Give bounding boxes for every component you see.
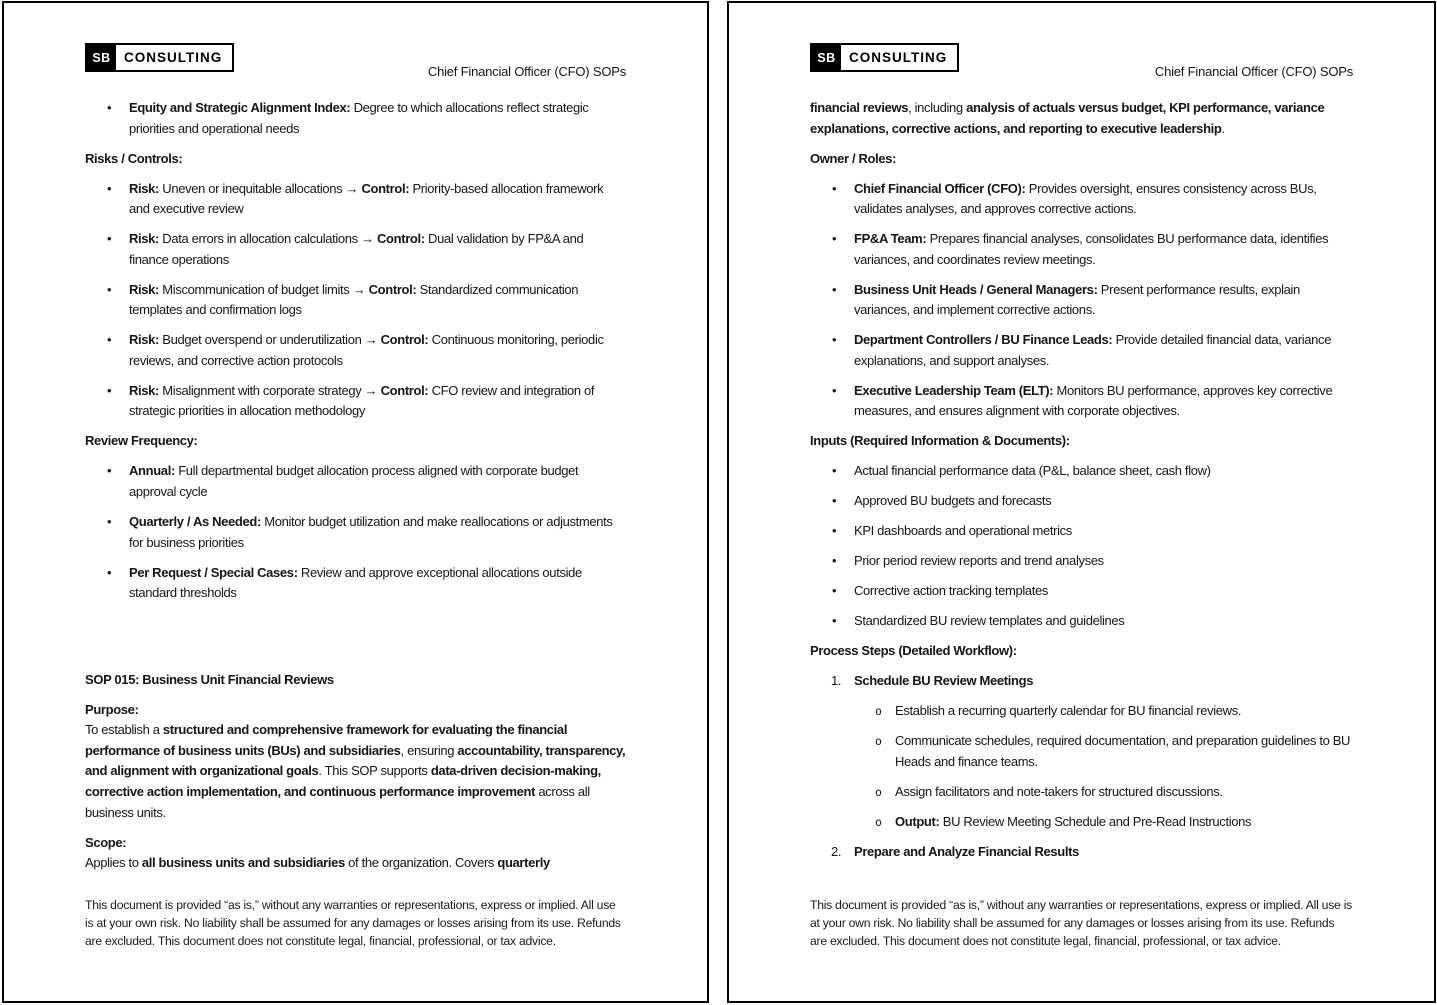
text-run: Control: xyxy=(368,281,417,297)
text-run: Risk: xyxy=(129,281,160,297)
bullet-marker: • xyxy=(107,463,112,479)
bullet-marker: • xyxy=(832,583,837,599)
text-run: Scope: xyxy=(85,834,127,850)
text-run: Standardized communication templates and confirmation logs xyxy=(129,281,579,318)
bullet-item xyxy=(85,461,626,502)
bullet-marker: • xyxy=(107,180,112,196)
bullet-item xyxy=(810,611,1353,632)
text-run: Monitor budget utilization and make reallocations or adjustments for business priorities xyxy=(129,514,613,550)
text-run: Provides oversight, ensures consistency across BUs, validates analyses, and approves corrective actions. xyxy=(854,180,1317,217)
logo-sb-mark: SB xyxy=(87,45,116,70)
text-run: Communicate schedules, required documentation, and preparation guidelines to BU Heads and finance teams. xyxy=(895,733,1351,769)
text-run: financial reviews xyxy=(810,100,909,115)
text-run: data-driven decision-making, corrective action implementation, and continuous performance improvement xyxy=(85,763,601,799)
circle-marker: o xyxy=(875,814,882,829)
text-run: structured and comprehensive framework for evaluating the financial performance of business units (BUs) and subsidiaries xyxy=(85,722,568,758)
text-run: Prepare and Analyze Financial Results xyxy=(854,843,1079,859)
section-heading xyxy=(810,149,1353,170)
number-marker: 1. xyxy=(831,673,842,689)
text-run: Risk: xyxy=(129,382,160,398)
text-run: Department Controllers / BU Finance Leads: xyxy=(854,332,1113,348)
bullet-item xyxy=(85,229,626,270)
circle-marker: o xyxy=(875,784,882,799)
text-run: Miscommunication of budget limits → xyxy=(159,281,369,297)
page-left-content xyxy=(85,98,626,883)
text-run: Per Request / Special Cases: xyxy=(129,564,298,580)
company-logo xyxy=(810,43,959,72)
bullet-marker: • xyxy=(832,553,837,569)
text-run: Priority-based allocation framework and executive review xyxy=(129,180,604,217)
text-run: Corrective action tracking templates xyxy=(854,583,1049,599)
bullet-item xyxy=(85,512,626,553)
section-heading xyxy=(85,670,626,691)
document-title: Chief Financial Officer (CFO) SOPs xyxy=(1154,64,1353,79)
bullet-marker: • xyxy=(832,332,837,348)
paragraph xyxy=(85,720,626,823)
bullet-marker: • xyxy=(107,382,112,398)
bullet-marker: • xyxy=(832,523,837,539)
text-run: analysis of actuals versus budget, KPI performance, variance explanations, corrective actions, and reporting to executive leadership xyxy=(810,100,1325,136)
text-run: Budget overspend or underutilization → xyxy=(159,332,381,348)
text-run: FP&A Team: xyxy=(854,231,927,247)
bullet-marker: • xyxy=(107,281,112,297)
text-run: Output: xyxy=(895,813,940,829)
text-run: BU Review Meeting Schedule and Pre-Read Instructions xyxy=(939,813,1252,829)
bullet-item xyxy=(85,330,626,371)
text-run: Inputs (Required Information & Documents): xyxy=(810,433,1070,449)
text-run: Quarterly / As Needed: xyxy=(129,514,261,530)
sub-bullet-item xyxy=(810,812,1353,833)
text-run: Degree to which allocations reflect strategic priorities and operational needs xyxy=(129,100,589,136)
text-run: Review and approve exceptional allocations outside standard thresholds xyxy=(129,564,582,601)
logo-company-name: CONSULTING xyxy=(124,50,223,65)
text-run: , including xyxy=(908,100,967,115)
page-right xyxy=(727,1,1436,1003)
disclaimer-text: This document is provided “as is,” without any warranties or representations, express or implied. All use is at your own risk. No liability shall be assumed for any damages or losses arising from its use. Refunds are excluded. This document does not constitute legal, financial, professional, or tax advice. xyxy=(810,898,1352,948)
text-run: Misalignment with corporate strategy → xyxy=(159,382,381,398)
circle-marker: o xyxy=(875,704,882,719)
page-right-content xyxy=(810,98,1353,872)
bullet-item xyxy=(85,563,626,604)
text-run: Executive Leadership Team (ELT): xyxy=(854,382,1054,398)
bullet-marker: • xyxy=(832,463,837,479)
section-heading xyxy=(810,641,1353,662)
page-header xyxy=(85,43,626,77)
text-run: Risk: xyxy=(129,332,160,348)
section-heading xyxy=(810,431,1353,452)
disclaimer-text: This document is provided “as is,” without any warranties or representations, express or implied. All use is at your own risk. No liability shall be assumed for any damages or losses arising from its use. Refunds are excluded. This document does not constitute legal, financial, professional, or tax advice. xyxy=(85,898,621,948)
text-run: Present performance results, explain variances, and implement corrective actions. xyxy=(854,281,1300,318)
sub-bullet-item xyxy=(810,701,1353,722)
page-left xyxy=(2,1,709,1003)
text-run: Business Unit Heads / General Managers: xyxy=(854,281,1098,297)
bullet-item xyxy=(810,551,1353,572)
section-heading xyxy=(85,700,626,721)
bullet-item xyxy=(810,229,1353,270)
number-marker: 2. xyxy=(831,843,842,859)
text-run: Full departmental budget allocation process aligned with corporate budget approval cycle xyxy=(129,463,579,500)
numbered-item xyxy=(810,671,1353,692)
text-run: Applies to xyxy=(85,855,142,871)
text-run: Schedule BU Review Meetings xyxy=(854,673,1034,689)
text-run: , ensuring xyxy=(400,742,458,758)
text-run: Review Frequency: xyxy=(85,433,198,449)
text-run: Actual financial performance data (P&L, balance sheet, cash flow) xyxy=(854,463,1211,479)
bullet-marker: • xyxy=(107,332,112,348)
text-run: Provide detailed financial data, variance explanations, and support analyses. xyxy=(854,332,1332,368)
company-logo xyxy=(85,43,234,72)
section-heading xyxy=(85,431,626,452)
bullet-item xyxy=(810,330,1353,371)
bullet-item xyxy=(810,381,1353,422)
bullet-item xyxy=(810,461,1353,482)
text-run: Prepares financial analyses, consolidates BU performance data, identifies variances, and coordinates review meetings. xyxy=(854,231,1329,267)
text-run: Chief Financial Officer (CFO): xyxy=(854,180,1026,196)
bullet-marker: • xyxy=(107,564,112,580)
bullet-item xyxy=(810,581,1353,602)
text-run: quarterly xyxy=(497,855,550,871)
text-run: Data errors in allocation calculations → xyxy=(159,231,378,247)
text-run: Control: xyxy=(361,180,410,196)
bullet-marker: • xyxy=(832,613,837,629)
text-run: Control: xyxy=(377,231,425,247)
spacer xyxy=(85,613,626,660)
section-heading xyxy=(85,149,626,170)
text-run: Standardized BU review templates and guidelines xyxy=(854,613,1125,629)
text-run: Owner / Roles: xyxy=(810,150,897,166)
text-run: Monitors BU performance, approves key corrective measures, and ensures alignment with corporate objectives. xyxy=(854,382,1333,419)
text-run: Equity and Strategic Alignment Index: xyxy=(129,100,351,115)
bullet-item xyxy=(810,280,1353,321)
document-title: Chief Financial Officer (CFO) SOPs xyxy=(427,64,626,79)
text-run: Control: xyxy=(380,332,429,348)
bullet-item xyxy=(85,179,626,220)
numbered-item xyxy=(810,842,1353,863)
sub-bullet-item xyxy=(810,731,1353,772)
text-run: of the organization. Covers xyxy=(344,855,498,871)
text-run: all business units and subsidiaries xyxy=(141,855,345,871)
bullet-item xyxy=(810,491,1353,512)
text-run: accountability, transparency, and alignment with organizational goals xyxy=(85,742,626,779)
bullet-marker: • xyxy=(107,100,112,115)
text-run: Risks / Controls: xyxy=(85,150,183,166)
text-run: Approved BU budgets and forecasts xyxy=(854,493,1052,509)
bullet-marker: • xyxy=(107,514,112,530)
bullet-item xyxy=(810,521,1353,542)
text-run: KPI dashboards and operational metrics xyxy=(854,523,1072,539)
bullet-item xyxy=(85,98,626,139)
text-run: Continuous monitoring, periodic reviews, and corrective action protocols xyxy=(129,332,604,368)
bullet-marker: • xyxy=(832,180,837,196)
text-run: . xyxy=(1221,120,1225,136)
text-run: Dual validation by FP&A and finance operations xyxy=(129,231,584,267)
text-run: CFO review and integration of strategic priorities in allocation methodology xyxy=(129,382,595,419)
text-run: Assign facilitators and note-takers for structured discussions. xyxy=(895,783,1223,799)
circle-marker: o xyxy=(875,734,882,749)
text-run: Risk: xyxy=(129,180,160,196)
bullet-item xyxy=(810,179,1353,220)
text-run: SOP 015: Business Unit Financial Reviews xyxy=(85,671,334,687)
bullet-marker: • xyxy=(832,493,837,509)
text-run: Establish a recurring quarterly calendar for BU financial reviews. xyxy=(895,703,1242,719)
bullet-item xyxy=(85,280,626,321)
text-run: Process Steps (Detailed Workflow): xyxy=(810,643,1017,659)
paragraph xyxy=(85,853,626,874)
section-heading xyxy=(85,833,626,854)
sub-bullet-item xyxy=(810,782,1353,803)
text-run: Purpose: xyxy=(85,701,139,717)
text-run: . This SOP supports xyxy=(318,763,431,779)
text-run: Uneven or inequitable allocations → xyxy=(159,180,362,196)
text-run: Risk: xyxy=(129,231,160,247)
text-run: Prior period review reports and trend analyses xyxy=(854,553,1104,569)
paragraph xyxy=(810,98,1353,139)
page-header xyxy=(810,43,1353,77)
bullet-marker: • xyxy=(107,231,112,247)
bullet-marker: • xyxy=(832,281,837,297)
bullet-marker: • xyxy=(832,382,837,398)
text-run: across all business units. xyxy=(85,783,590,820)
text-run: Control: xyxy=(380,382,429,398)
text-run: To establish a xyxy=(85,722,163,738)
bullet-marker: • xyxy=(832,231,837,247)
text-run: Annual: xyxy=(129,463,175,479)
logo-company-name: CONSULTING xyxy=(849,50,948,65)
logo-sb-mark: SB xyxy=(812,45,841,70)
bullet-item xyxy=(85,381,626,422)
